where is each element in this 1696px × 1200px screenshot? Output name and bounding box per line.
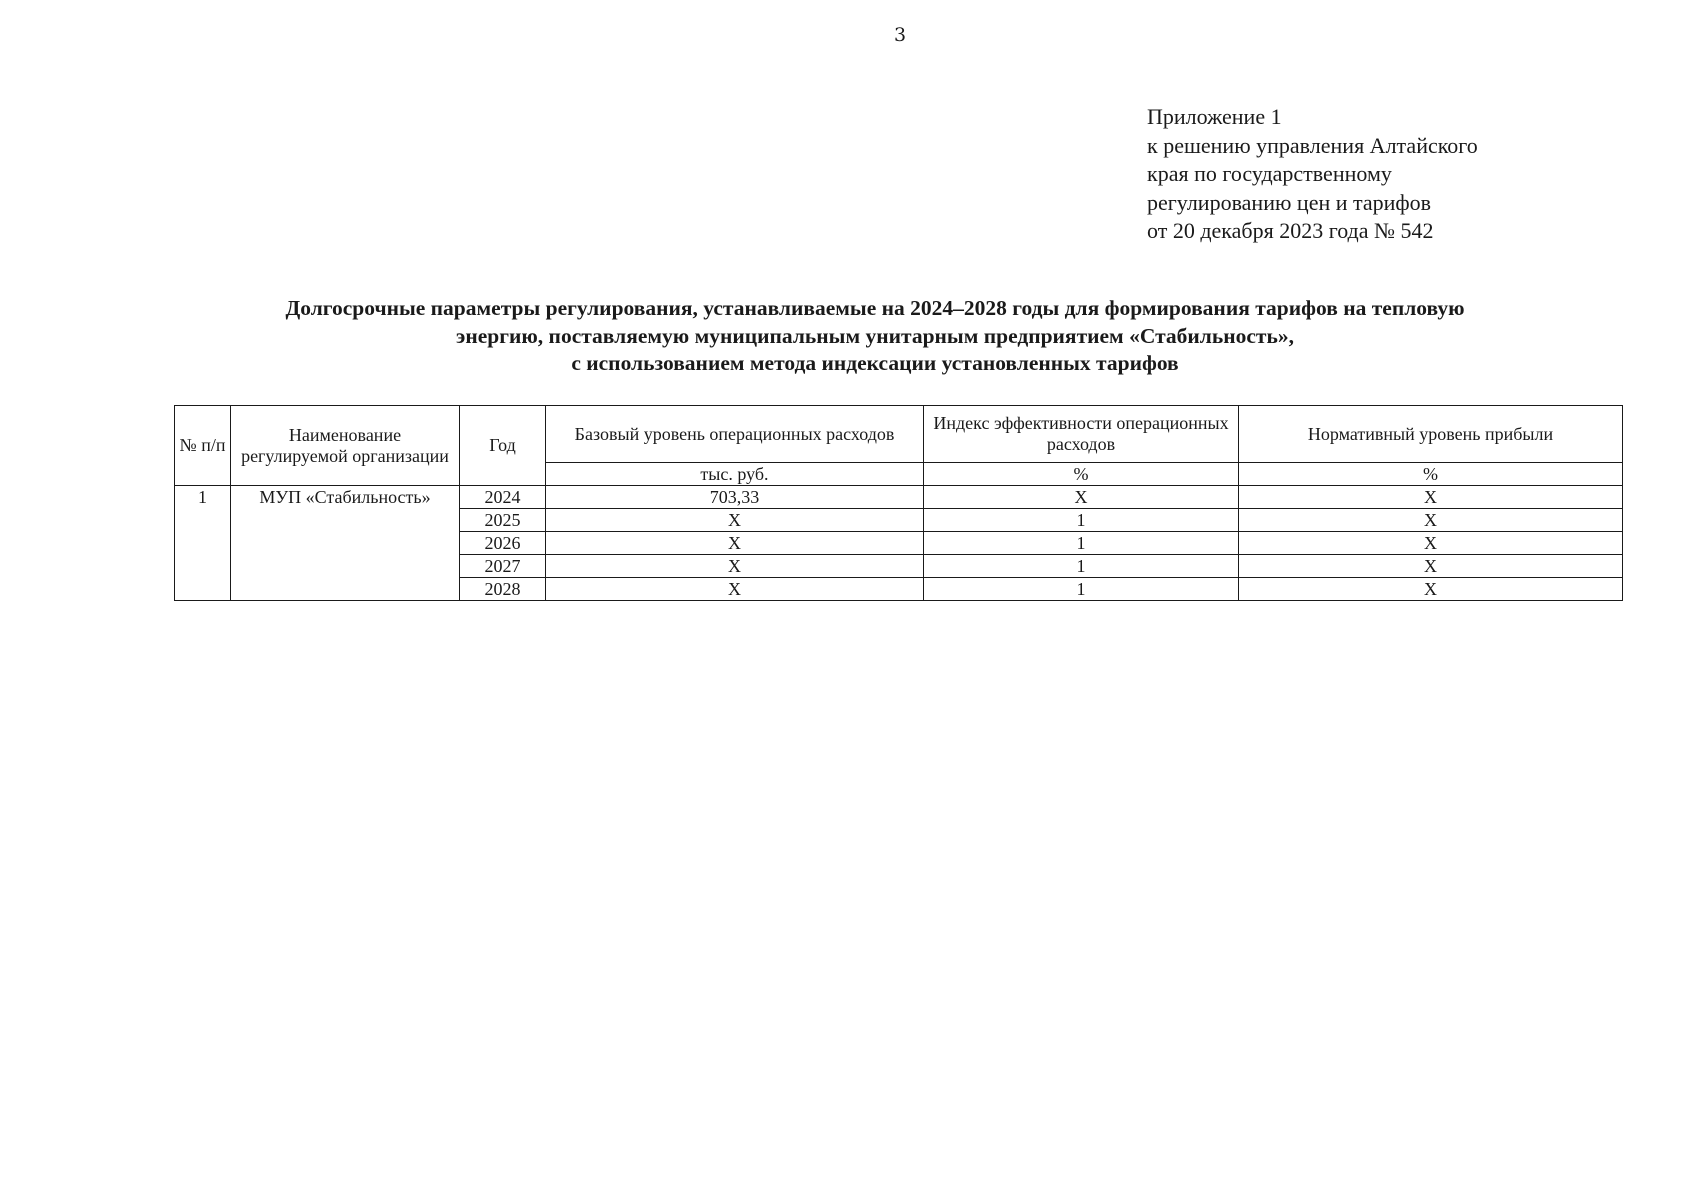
- header-profit-level: Нормативный уровень прибыли: [1239, 406, 1623, 463]
- cell-organization: МУП «Стабильность»: [231, 486, 460, 601]
- appendix-line: от 20 декабря 2023 года № 542: [1147, 218, 1434, 243]
- cell-profit-level: Х: [1239, 532, 1623, 555]
- cell-year: 2024: [460, 486, 546, 509]
- appendix-line: края по государственному: [1147, 161, 1392, 186]
- cell-base-opex: Х: [546, 532, 924, 555]
- header-number: № п/п: [175, 406, 231, 486]
- appendix-line: к решению управления Алтайского: [1147, 132, 1478, 158]
- header-base-opex: Базовый уровень операционных расходов: [546, 406, 924, 463]
- parameters-table: [174, 405, 1623, 601]
- header-year: Год: [460, 406, 546, 486]
- table-header-row: [175, 406, 1623, 463]
- cell-efficiency-index: 1: [924, 532, 1239, 555]
- cell-base-opex: Х: [546, 578, 924, 601]
- header-efficiency-index: Индекс эффективности операционных расходов: [924, 406, 1239, 463]
- cell-efficiency-index: 1: [924, 578, 1239, 601]
- title-line: с использованием метода индексации установленных тарифов: [571, 351, 1179, 375]
- unit-efficiency-index: %: [924, 463, 1239, 486]
- cell-profit-level: Х: [1239, 555, 1623, 578]
- page-number: 3: [893, 24, 907, 46]
- cell-profit-level: Х: [1239, 509, 1623, 532]
- cell-base-opex: 703,33: [546, 486, 924, 509]
- cell-efficiency-index: 1: [924, 555, 1239, 578]
- title-line: Долгосрочные параметры регулирования, устанавливаемые на 2024–2028 годы для формирования тарифов на тепловую: [285, 296, 1465, 320]
- appendix-block: [1147, 103, 1478, 246]
- appendix-line: регулированию цен и тарифов: [1147, 189, 1432, 215]
- cell-profit-level: Х: [1239, 578, 1623, 601]
- cell-year: 2027: [460, 555, 546, 578]
- unit-base-opex: тыс. руб.: [546, 463, 924, 486]
- document-title: [150, 295, 1600, 378]
- cell-year: 2028: [460, 578, 546, 601]
- appendix-line: Приложение 1: [1147, 104, 1282, 129]
- cell-year: 2026: [460, 532, 546, 555]
- cell-year: 2025: [460, 509, 546, 532]
- table-row: [175, 486, 1623, 509]
- header-organization: Наименование регулируемой организации: [231, 406, 460, 486]
- cell-number: 1: [175, 486, 231, 601]
- cell-profit-level: Х: [1239, 486, 1623, 509]
- unit-profit-level: %: [1239, 463, 1623, 486]
- title-line: энергию, поставляемую муниципальным унитарным предприятием «Стабильность»,: [456, 323, 1294, 348]
- cell-base-opex: Х: [546, 509, 924, 532]
- cell-efficiency-index: 1: [924, 509, 1239, 532]
- cell-efficiency-index: Х: [924, 486, 1239, 509]
- cell-base-opex: Х: [546, 555, 924, 578]
